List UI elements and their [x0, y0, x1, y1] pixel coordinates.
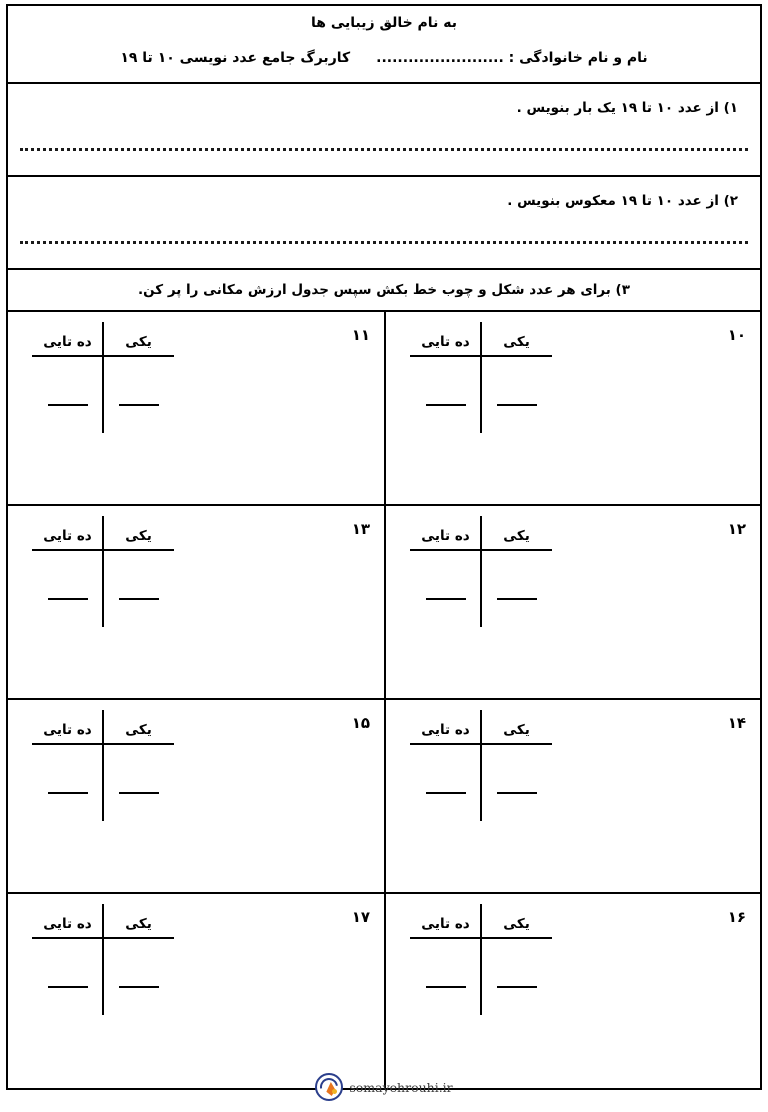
answer-blank — [48, 986, 88, 988]
tens-answer-slot[interactable] — [32, 986, 103, 988]
answer-blank — [497, 598, 537, 600]
ones-answer-slot[interactable] — [103, 792, 174, 794]
tens-header: ده تایی — [43, 528, 92, 545]
table-vertical-rule — [480, 322, 482, 433]
ones-header: یکی — [503, 916, 530, 933]
place-value-table — [32, 904, 174, 1029]
answer-blank — [119, 792, 159, 794]
ones-header: یکی — [503, 528, 530, 545]
place-value-answer-row — [32, 404, 174, 406]
question-1-block — [6, 84, 762, 177]
ones-answer-slot[interactable] — [481, 792, 552, 794]
tens-header: ده تایی — [421, 916, 470, 933]
answer-blank — [426, 986, 466, 988]
ones-answer-slot[interactable] — [481, 598, 552, 600]
place-value-cell[interactable] — [384, 700, 760, 892]
question-3-text: ۳) برای هر عدد شکل و چوب خط بکش سپس جدول ارزش مکانی را پر کن. — [138, 282, 630, 298]
question-2-block — [6, 177, 762, 270]
place-value-answer-row — [410, 792, 552, 794]
tens-answer-slot[interactable] — [32, 792, 103, 794]
place-value-table — [32, 710, 174, 835]
tens-answer-slot[interactable] — [32, 404, 103, 406]
answer-blank — [497, 404, 537, 406]
answer-blank — [119, 404, 159, 406]
tens-header: ده تایی — [43, 334, 92, 351]
tens-answer-slot[interactable] — [410, 598, 481, 600]
ones-answer-slot[interactable] — [103, 986, 174, 988]
ones-header: یکی — [125, 916, 152, 933]
place-value-table — [32, 322, 174, 447]
cell-number: ۱۱ — [351, 326, 370, 344]
cell-number: ۱۲ — [727, 520, 746, 538]
place-value-answer-row — [410, 986, 552, 988]
somayeh-rouhi-logo-icon — [315, 1073, 343, 1101]
worksheet-header — [6, 4, 762, 84]
place-value-table — [32, 516, 174, 641]
tens-header: ده تایی — [421, 722, 470, 739]
table-vertical-rule — [480, 516, 482, 627]
ones-header: یکی — [125, 334, 152, 351]
place-value-answer-row — [32, 598, 174, 600]
table-vertical-rule — [102, 516, 104, 627]
question-1-answer-line[interactable] — [20, 148, 748, 151]
ones-answer-slot[interactable] — [481, 404, 552, 406]
grid-row — [8, 894, 760, 1088]
place-value-cell[interactable] — [8, 312, 384, 504]
cell-number: ۱۰ — [727, 326, 746, 344]
cell-number: ۱۷ — [351, 908, 370, 926]
answer-blank — [48, 792, 88, 794]
table-vertical-rule — [102, 710, 104, 821]
ones-answer-slot[interactable] — [481, 986, 552, 988]
footer-site-url: somayehrouhi.ir — [349, 1079, 453, 1095]
place-value-cell[interactable] — [8, 506, 384, 698]
answer-blank — [48, 598, 88, 600]
worksheet-title: کاربرگ جامع عدد نویسی ۱۰ تا ۱۹ — [120, 50, 351, 67]
grid-row — [8, 312, 760, 506]
ones-header: یکی — [125, 722, 152, 739]
student-name-field[interactable]: نام و نام خانوادگی : ........................ — [376, 50, 648, 67]
cell-number: ۱۵ — [351, 714, 370, 732]
place-value-cell[interactable] — [384, 506, 760, 698]
answer-blank — [497, 792, 537, 794]
question-3-block — [6, 270, 762, 312]
answer-blank — [497, 986, 537, 988]
tens-answer-slot[interactable] — [32, 598, 103, 600]
grid-row — [8, 506, 760, 700]
question-2-text: ۲) از عدد ۱۰ تا ۱۹ معکوس بنویس . — [507, 193, 738, 209]
answer-blank — [119, 986, 159, 988]
tens-answer-slot[interactable] — [410, 986, 481, 988]
place-value-cell[interactable] — [8, 700, 384, 892]
logo-dot-shape — [332, 1089, 337, 1094]
student-info-row — [22, 50, 746, 66]
tens-header: ده تایی — [43, 916, 92, 933]
ones-header: یکی — [503, 722, 530, 739]
tens-answer-slot[interactable] — [410, 792, 481, 794]
place-value-cell[interactable] — [384, 894, 760, 1088]
footer-watermark — [0, 1068, 768, 1106]
place-value-table — [410, 710, 552, 835]
ones-header: یکی — [503, 334, 530, 351]
table-vertical-rule — [102, 904, 104, 1015]
place-value-table — [410, 516, 552, 641]
table-vertical-rule — [480, 904, 482, 1015]
cell-number: ۱۶ — [727, 908, 746, 926]
answer-blank — [426, 792, 466, 794]
place-value-cell[interactable] — [384, 312, 760, 504]
answer-blank — [426, 404, 466, 406]
place-value-cell[interactable] — [8, 894, 384, 1088]
place-value-table — [410, 904, 552, 1029]
ones-header: یکی — [125, 528, 152, 545]
cell-number: ۱۳ — [351, 520, 370, 538]
tens-header: ده تایی — [43, 722, 92, 739]
tens-header: ده تایی — [421, 334, 470, 351]
answer-blank — [119, 598, 159, 600]
table-vertical-rule — [102, 322, 104, 433]
bismillah-line: به نام خالق زیبایی ها — [311, 15, 457, 31]
place-value-answer-row — [410, 404, 552, 406]
answer-blank — [426, 598, 466, 600]
ones-answer-slot[interactable] — [103, 404, 174, 406]
ones-answer-slot[interactable] — [103, 598, 174, 600]
place-value-grid — [6, 312, 762, 1090]
grid-row — [8, 700, 760, 894]
question-1-text: ۱) از عدد ۱۰ تا ۱۹ یک بار بنویس . — [516, 100, 738, 116]
place-value-answer-row — [410, 598, 552, 600]
table-vertical-rule — [480, 710, 482, 821]
cell-number: ۱۴ — [727, 714, 746, 732]
place-value-answer-row — [32, 986, 174, 988]
answer-blank — [48, 404, 88, 406]
place-value-answer-row — [32, 792, 174, 794]
question-2-answer-line[interactable] — [20, 241, 748, 244]
tens-header: ده تایی — [421, 528, 470, 545]
place-value-table — [410, 322, 552, 447]
tens-answer-slot[interactable] — [410, 404, 481, 406]
